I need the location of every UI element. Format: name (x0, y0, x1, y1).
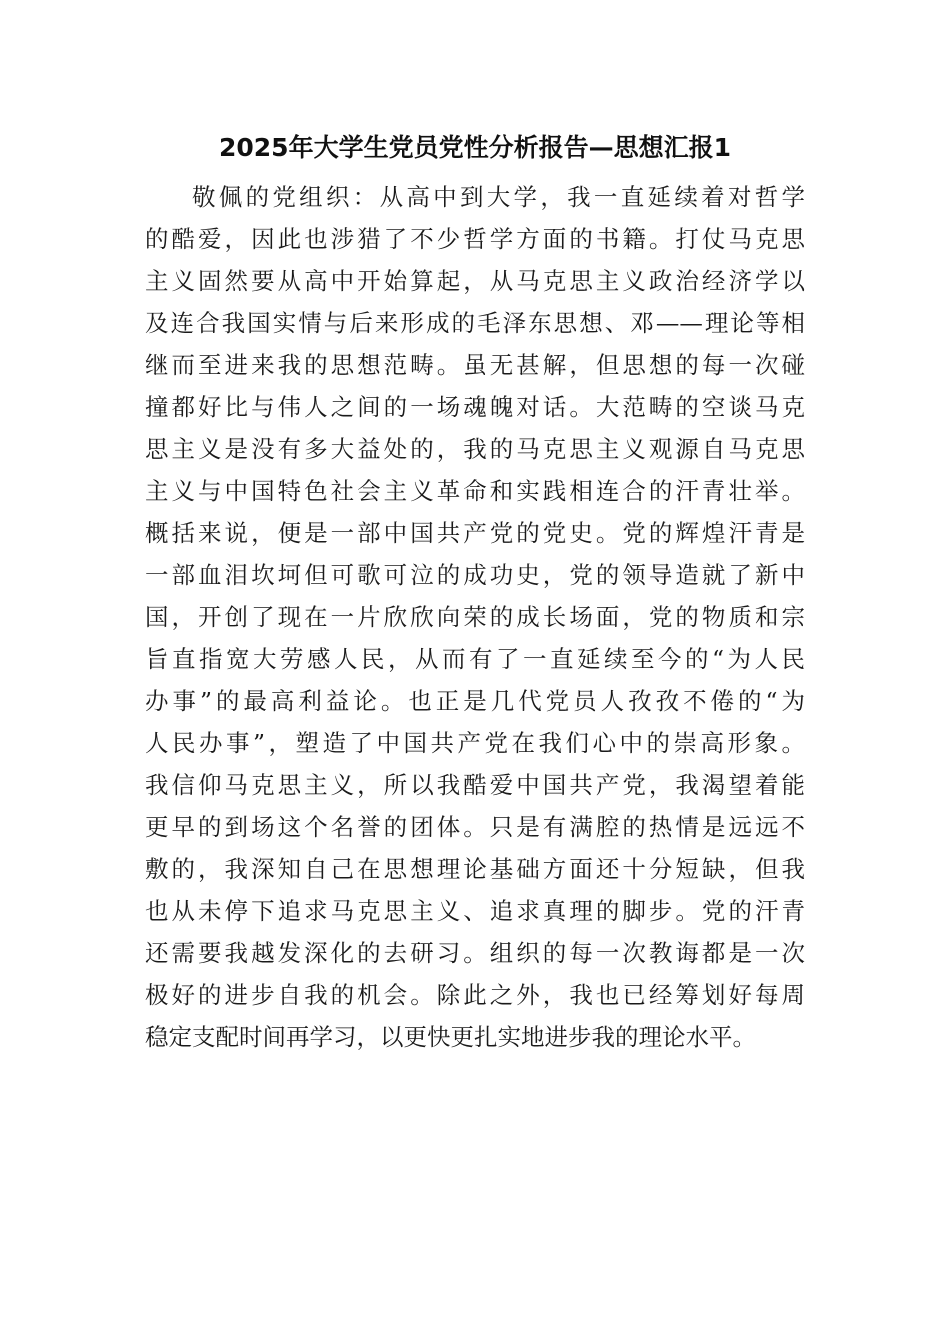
body-line: 一部血泪坎坷但可歌可泣的成功史，党的领导造就了新中 (145, 561, 805, 589)
body-line: 概括来说，便是一部中国共产党的党史。党的辉煌汗青是 (145, 519, 805, 547)
body-line: 国，开创了现在一片欣欣向荣的成长场面，党的物质和宗 (145, 603, 805, 631)
body-line: 及连合我国实情与后来形成的毛泽东思想、邓——理论等相 (145, 309, 805, 337)
body-line: 敬佩的党组织：从高中到大学，我一直延续着对哲学 (192, 183, 805, 211)
body-line: 办事”的最高利益论。也正是几代党员人孜孜不倦的“为 (145, 687, 805, 715)
body-line: 也从未停下追求马克思主义、追求真理的脚步。党的汗青 (145, 897, 805, 925)
body-line: 更早的到场这个名誉的团体。只是有满腔的热情是远远不 (145, 813, 805, 841)
body-line: 人民办事”，塑造了中国共产党在我们心中的崇高形象。 (145, 729, 805, 757)
body-line: 思主义是没有多大益处的，我的马克思主义观源自马克思 (145, 435, 805, 463)
body-line: 继而至进来我的思想范畴。虽无甚解，但思想的每一次碰 (145, 351, 805, 379)
body-line: 我信仰马克思主义，所以我酷爱中国共产党，我渴望着能 (145, 771, 805, 799)
body-line: 极好的进步自我的机会。除此之外，我也已经筹划好每周 (145, 981, 805, 1009)
body-line: 主义与中国特色社会主义革命和实践相连合的汗青壮举。 (145, 477, 805, 505)
body-line: 还需要我越发深化的去研习。组织的每一次教诲都是一次 (145, 939, 805, 967)
body-line: 敷的，我深知自己在思想理论基础方面还十分短缺，但我 (145, 855, 805, 883)
document-body (145, 176, 805, 1058)
body-line: 主义固然要从高中开始算起，从马克思主义政治经济学以 (145, 267, 805, 295)
body-line: 撞都好比与伟人之间的一场魂魄对话。大范畴的空谈马克 (145, 393, 805, 421)
body-line: 稳定支配时间再学习，以更快更扎实地进步我的理论水平。 (145, 1023, 756, 1051)
body-line: 旨直指宽大劳感人民，从而有了一直延续至今的“为人民 (145, 645, 805, 673)
body-line: 的酷爱，因此也涉猎了不少哲学方面的书籍。打仗马克思 (145, 225, 805, 253)
document-title: 2025年大学生党员党性分析报告—思想汇报1 (219, 133, 731, 162)
